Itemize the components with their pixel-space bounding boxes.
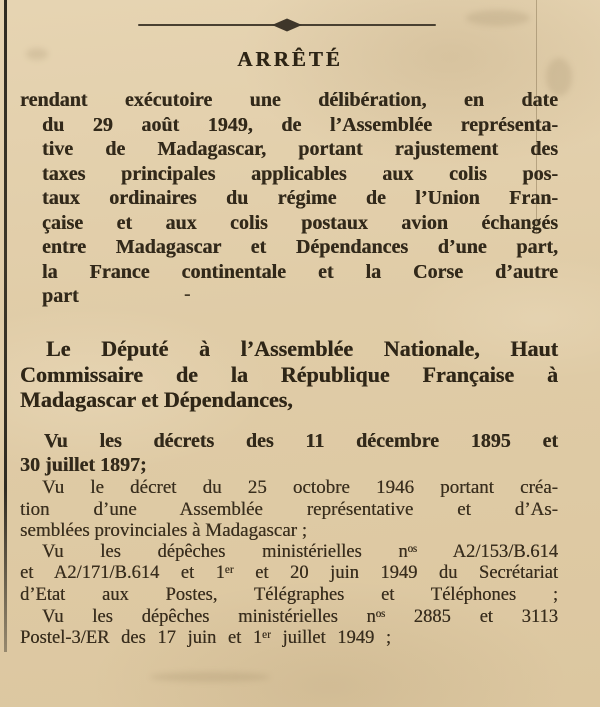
- text-line: Postel-3/ER des 17 juin et 1ᵉʳ juillet 1949 ;: [20, 628, 392, 649]
- text-line: Commissaire de la République Française à: [20, 361, 558, 387]
- text-line: 30 juillet 1897;: [20, 454, 147, 476]
- text-line: Vu les dépêches ministérielles nᵒˢ 2885 et 3113: [42, 607, 558, 627]
- text-line: Vu le décret du 25 octobre 1946 portant créa-: [42, 477, 558, 498]
- text-line: part: [42, 285, 79, 307]
- text-line: taux ordinaires du régime de l’Union Fran-: [42, 187, 558, 209]
- diamond-icon: [272, 18, 302, 32]
- visa-decret-1946: [20, 477, 558, 542]
- text-line: tion d’une Assemblée représentative et d’As-: [20, 498, 558, 520]
- text-line: d’Etat aux Postes, Télégraphes et Téléphones ;: [20, 584, 558, 605]
- show-through-smudge: [466, 10, 530, 26]
- text-line: la France continentale et la Corse d’autre: [42, 260, 558, 283]
- subject-paragraph: [20, 88, 558, 309]
- text-line: rendant exécutoire une délibération, en date: [20, 89, 558, 111]
- text-line: Vu les décrets des 11 décembre 1895 et: [44, 430, 558, 452]
- visa-depeches-ministerielles-2: [20, 607, 558, 650]
- ornament-divider: [138, 17, 436, 33]
- document-title: ARRÊTÉ: [237, 47, 343, 71]
- column-rule-left: [4, 0, 7, 652]
- paragraph-end-dash: -: [184, 283, 191, 305]
- text-line: entre Madagascar et Dépendances d’une part,: [42, 236, 558, 258]
- text-line: tive de Madagascar, portant rajustement des: [42, 138, 558, 160]
- visa-depeches-ministerielles-1: [20, 542, 558, 606]
- text-line: çaise et aux colis postaux avion échangés: [42, 211, 558, 234]
- visa-decrets-1895-1897: [20, 429, 558, 477]
- text-line: taxes principales applicables aux colis pos-: [42, 162, 558, 185]
- text-line: et A2/171/B.614 et 1ᵉʳ et 20 juin 1949 du Secrétariat: [20, 563, 558, 584]
- authority-paragraph: [20, 336, 558, 413]
- text-line: Vu les dépêches ministérielles nᵒˢ A2/153/B.614: [42, 542, 558, 562]
- text-line: semblées provinciales à Madagascar ;: [20, 520, 307, 542]
- text-line: Le Député à l’Assemblée Nationale, Haut: [46, 336, 558, 361]
- show-through-smudge: [150, 672, 270, 682]
- text-line: Madagascar et Dépendances,: [20, 387, 293, 412]
- text-line: du 29 août 1949, de l’Assemblée représenta-: [42, 113, 558, 136]
